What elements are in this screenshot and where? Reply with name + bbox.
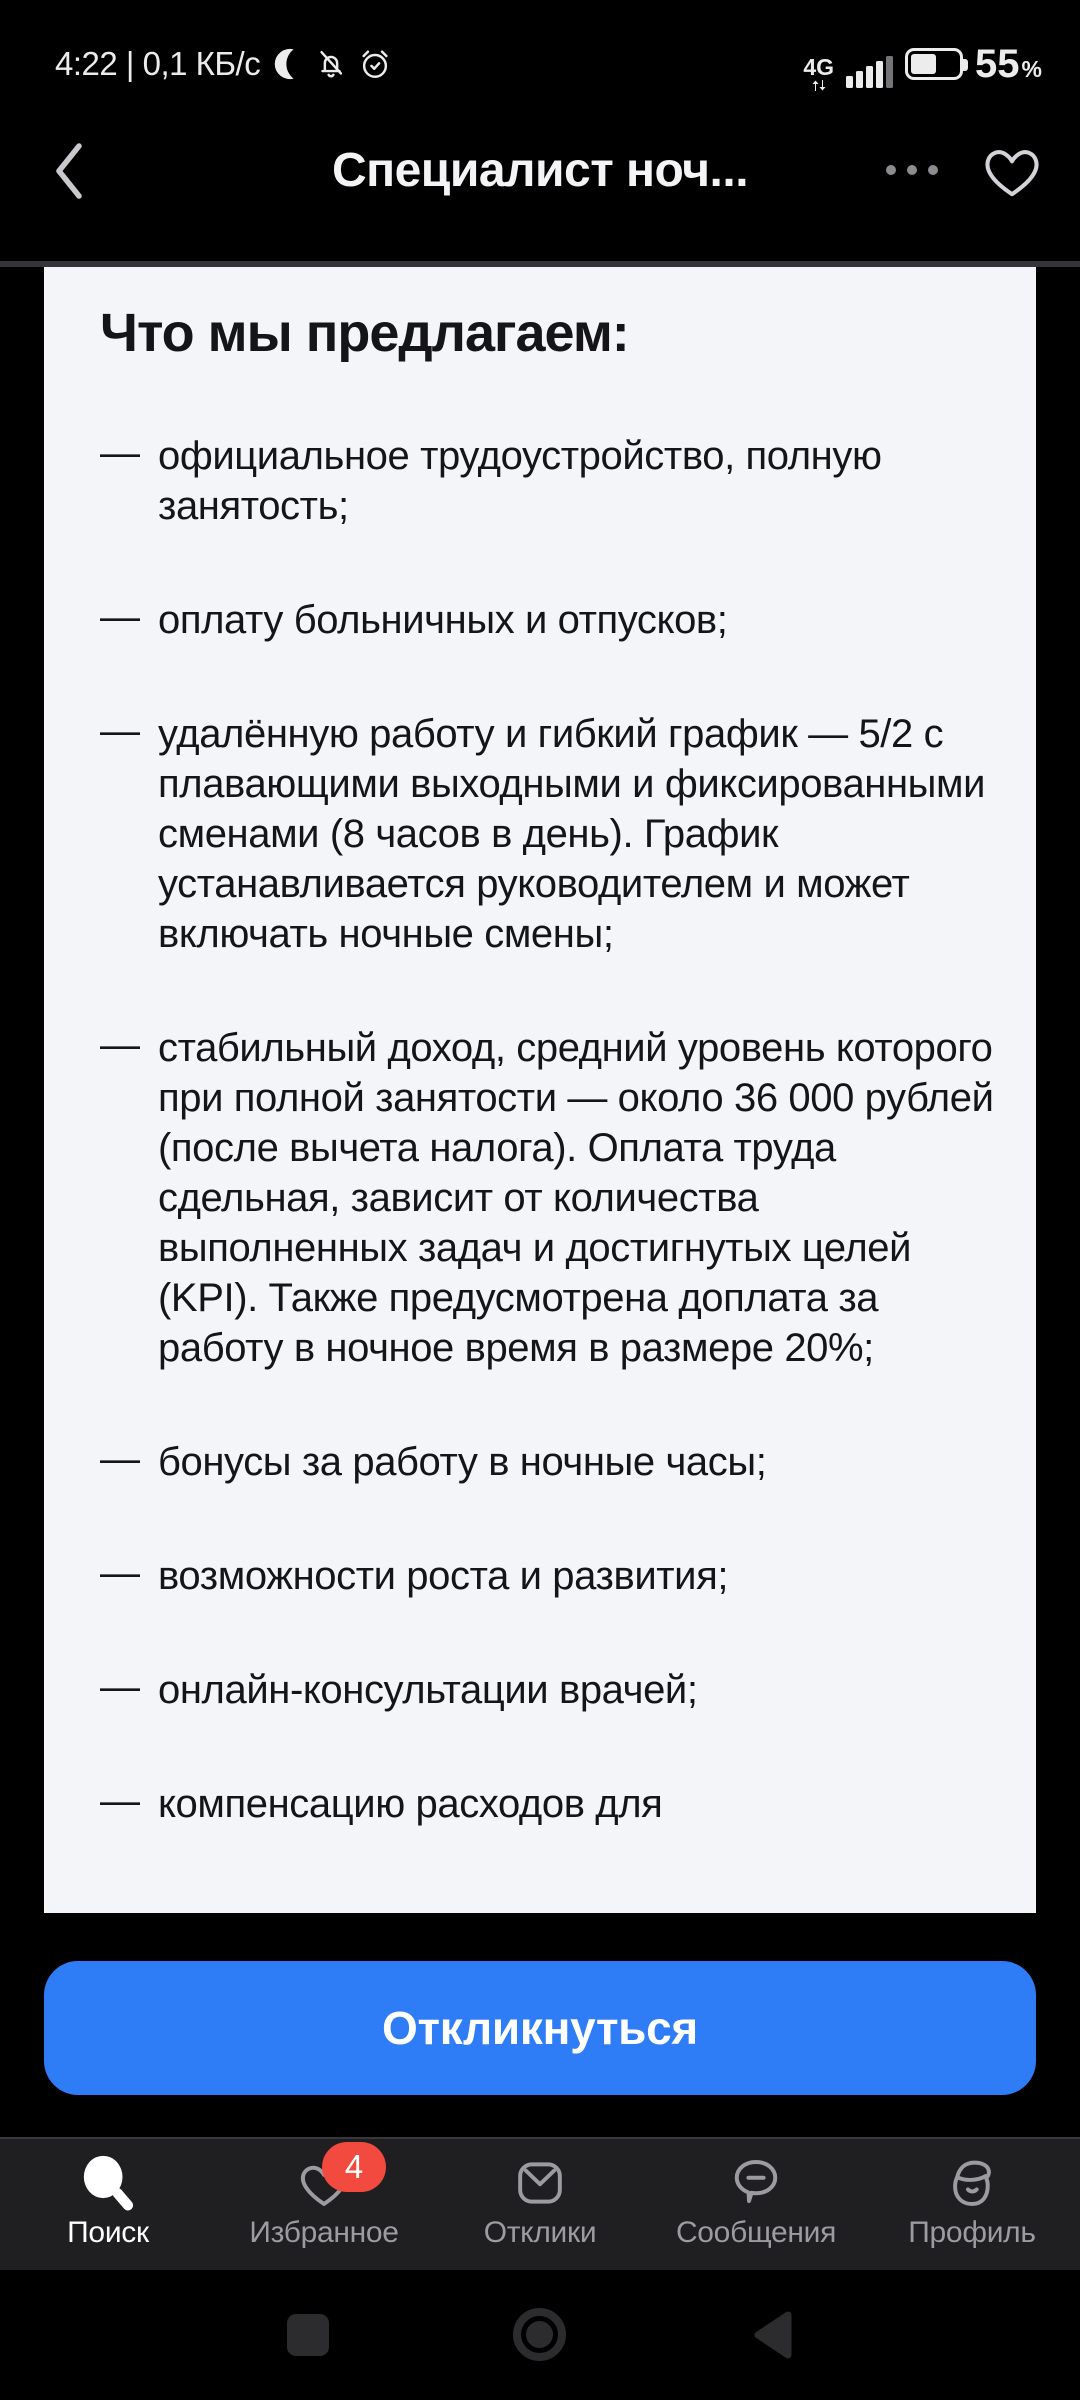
recents-button[interactable] <box>287 2314 329 2356</box>
favorites-badge: 4 <box>322 2142 386 2192</box>
profile-icon <box>944 2155 1000 2211</box>
android-navigation-bar <box>0 2270 1080 2400</box>
back-button[interactable] <box>50 140 90 202</box>
nav-label: Отклики <box>483 2216 597 2249</box>
nav-item-favorites[interactable] <box>216 2139 432 2270</box>
clock-and-speed: 4:22 | 0,1 КБ/с <box>55 45 261 82</box>
signal-bars-icon <box>846 56 893 88</box>
bullet-text: возможности роста и развития; <box>158 1554 729 1598</box>
nav-label: Поиск <box>67 2216 149 2249</box>
bullet-text: бонусы за работу в ночные часы; <box>158 1440 767 1484</box>
bullet-dash: — <box>100 431 140 475</box>
heart-outline-icon <box>980 140 1044 200</box>
nav-label: Сообщения <box>675 2216 837 2249</box>
more-options-button[interactable] <box>886 155 938 185</box>
bullet-text: удалённую работу и гибкий график — 5/2 с плавающими выходными и фиксированными сменами (8 часов в день). График устанавливается руководителем и может включать ночные смены; <box>158 712 986 956</box>
app-header <box>0 128 1080 212</box>
nav-label: Профиль <box>908 2216 1036 2249</box>
vacancy-description-scroll-area[interactable] <box>44 267 1036 1913</box>
nav-item-responses[interactable] <box>432 2139 648 2270</box>
status-left <box>55 45 392 83</box>
nav-item-search[interactable] <box>0 2139 216 2270</box>
list-item <box>100 431 1010 531</box>
list-item <box>100 1779 1010 1829</box>
bullet-dash: — <box>100 1551 140 1595</box>
envelope-icon <box>512 2156 568 2210</box>
apply-button[interactable]: Откликнуться <box>44 1961 1036 2095</box>
bottom-navigation <box>0 2137 1080 2270</box>
home-button[interactable] <box>513 2308 566 2361</box>
list-item <box>100 1665 1010 1715</box>
list-item <box>100 1023 1010 1373</box>
nav-item-messages[interactable] <box>648 2139 864 2270</box>
bullet-dash: — <box>100 1665 140 1709</box>
list-item <box>100 709 1010 959</box>
nav-label: Избранное <box>249 2216 399 2249</box>
favorite-button[interactable] <box>980 140 1044 200</box>
bullet-text: стабильный доход, средний уровень которого при полной занятости — около 36 000 рублей (после вычета налога). Оплата труда сдельная, зависит от количества выполненных задач и достигнутых целей (KPI). Также предусмотрена доплата за работу в ночное время в размере 20%; <box>158 1026 994 1370</box>
bell-muted-icon <box>314 47 348 81</box>
network-type: 4G <box>803 56 834 92</box>
status-right <box>803 34 1042 94</box>
chat-bubble-icon <box>728 2155 784 2211</box>
alarm-icon <box>358 47 392 81</box>
dot-icon <box>907 165 917 175</box>
status-bar <box>0 28 1080 100</box>
list-item <box>100 1437 1010 1487</box>
section-title: Что мы предлагаем: <box>100 303 629 363</box>
bullet-dash: — <box>100 595 140 639</box>
dot-icon <box>886 165 896 175</box>
bullet-dash: — <box>100 709 140 753</box>
updown-arrows-icon <box>811 79 827 92</box>
moon-icon <box>270 47 304 81</box>
search-icon <box>79 2154 137 2212</box>
dot-icon <box>928 165 938 175</box>
bullet-dash: — <box>100 1779 140 1823</box>
back-triangle-icon <box>750 2308 794 2362</box>
battery-percent: 55 % <box>975 41 1042 86</box>
chevron-left-icon <box>50 141 86 201</box>
bullet-dash: — <box>100 1437 140 1481</box>
list-item <box>100 1551 1010 1601</box>
nav-item-profile[interactable] <box>864 2139 1080 2270</box>
bullet-text: официальное трудоустройство, полную занятость; <box>158 434 882 528</box>
bullet-text: онлайн-консультации врачей; <box>158 1668 698 1712</box>
bullet-text: оплату больничных и отпусков; <box>158 598 728 642</box>
back-nav-button[interactable] <box>750 2308 794 2362</box>
page-title: Специалист ноч... <box>331 143 749 197</box>
bullet-dash: — <box>100 1023 140 1067</box>
list-item <box>100 595 1010 645</box>
bullet-text: компенсацию расходов для <box>158 1782 663 1826</box>
battery-icon <box>905 48 963 80</box>
